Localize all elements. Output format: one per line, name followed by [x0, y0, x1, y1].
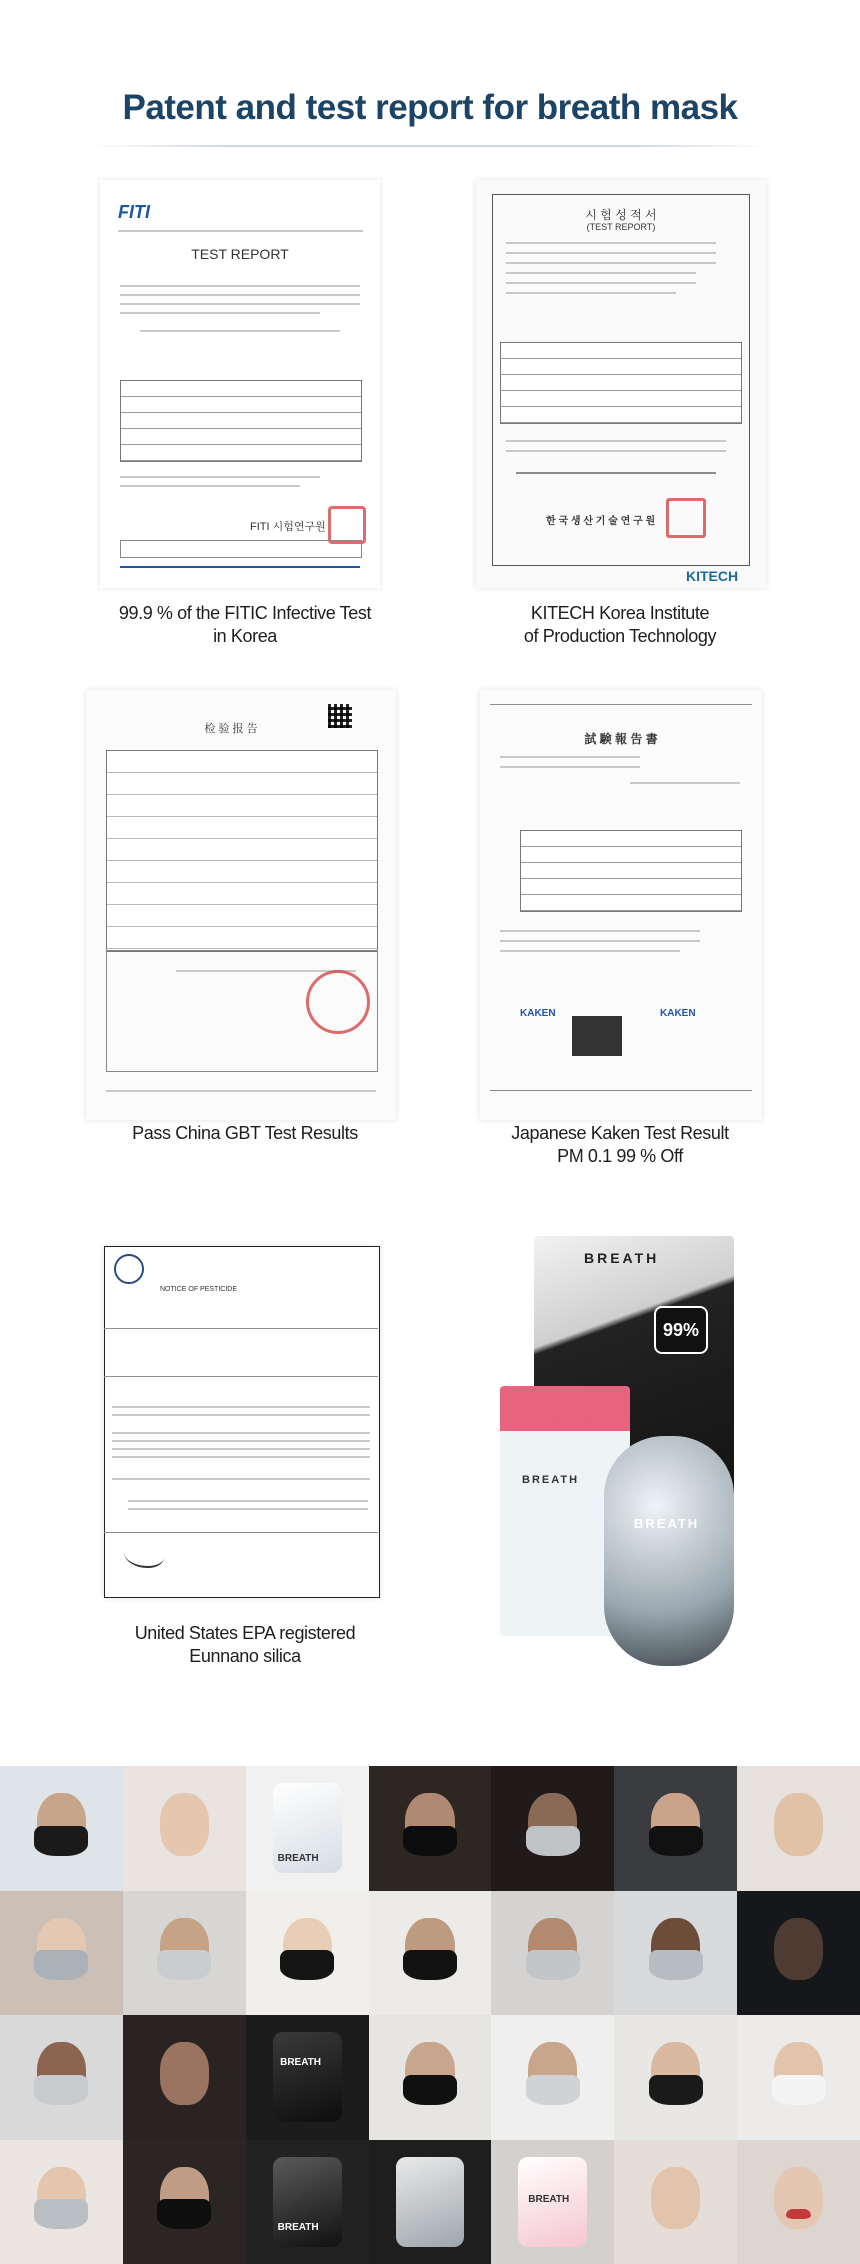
fitic-caption: 99.9 % of the FITIC Infective Test in Korea [118, 603, 372, 646]
brand-label-case: BREATH [634, 1516, 700, 1531]
doc-heading: 시 험 성 적 서 [585, 208, 657, 222]
mosaic-tile [369, 1766, 492, 1891]
kaken-caption: Japanese Kaken Test Result PM 0.1 99 % Off [511, 1123, 729, 1166]
mosaic-tile [614, 1891, 737, 2016]
red-stamp [306, 970, 370, 1034]
mosaic-tile [0, 1891, 123, 2016]
round-case [604, 1436, 734, 1666]
doc-subheading: (TEST REPORT) [586, 222, 656, 232]
mosaic-tile [737, 2140, 860, 2264]
mosaic-tile [491, 1891, 614, 2016]
kaken-logo: KAKEN [660, 1008, 696, 1019]
mosaic-tile: BREATH [491, 2140, 614, 2264]
mosaic-tile [614, 1766, 737, 1891]
mosaic-tile: BREATH [246, 2140, 369, 2264]
doc-heading: TEST REPORT [191, 246, 289, 262]
mosaic-tile [369, 2140, 492, 2264]
page-title: Patent and test report for breath mask [122, 88, 738, 127]
mosaic-tile [491, 2015, 614, 2140]
epa-seal [114, 1254, 144, 1284]
mosaic-tile [737, 2015, 860, 2140]
mosaic-tile [737, 1891, 860, 2016]
red-stamp [666, 498, 706, 538]
brand-label-small: BREATH [522, 1474, 580, 1486]
mosaic-tile [737, 1766, 860, 1891]
doc-heading: 試 験 報 告 書 [584, 732, 658, 746]
mosaic-tile: BREATH [246, 2015, 369, 2140]
product-photo [494, 1236, 746, 1676]
mosaic-tile [0, 2140, 123, 2264]
fiti-footer: FITI 시험연구원 [250, 521, 326, 533]
kaken-logo: KAKEN [520, 1008, 556, 1019]
red-stamp [328, 506, 366, 544]
badge-99-pink: 99% [554, 1406, 599, 1431]
mosaic-tile [614, 2015, 737, 2140]
mosaic-tile: BREATH [246, 1766, 369, 1891]
mosaic-tile [123, 1891, 246, 2016]
mosaic-tile [0, 1766, 123, 1891]
epa-caption: United States EPA registered Eunnano silica [134, 1623, 356, 1666]
mosaic-tile [123, 2140, 246, 2264]
mosaic-tile [123, 2015, 246, 2140]
mosaic-tile [369, 2015, 492, 2140]
qr-code [328, 704, 352, 728]
fitic-certificate [100, 180, 380, 588]
mosaic-tile [123, 1766, 246, 1891]
badge-99: 99% [654, 1306, 708, 1354]
mosaic-tile [491, 1766, 614, 1891]
doc-heading: 检 验 报 告 [204, 723, 258, 735]
brand-label: BREATH [584, 1250, 660, 1266]
mosaic-tile [614, 2140, 737, 2264]
mask-swatch [572, 1016, 622, 1056]
fiti-logo: FITI [118, 202, 150, 222]
kitech-logo: KITECH [686, 568, 739, 584]
kitech-certificate [476, 180, 766, 588]
mosaic-tile [369, 1891, 492, 2016]
kitech-issuer: 한 국 생 산 기 술 연 구 원 [546, 516, 656, 527]
epa-certificate [104, 1246, 380, 1598]
mosaic-tile [246, 1891, 369, 2016]
gbt-caption: Pass China GBT Test Results [132, 1123, 358, 1143]
photo-mosaic [0, 1766, 860, 2264]
mosaic-tile [0, 2015, 123, 2140]
title-underline [90, 145, 770, 147]
kitech-caption: KITECH Korea Institute of Production Technology [523, 603, 717, 646]
gbt-certificate [86, 690, 396, 1120]
kaken-certificate [480, 690, 762, 1120]
doc-heading: NOTICE OF PESTICIDE [160, 1286, 238, 1293]
